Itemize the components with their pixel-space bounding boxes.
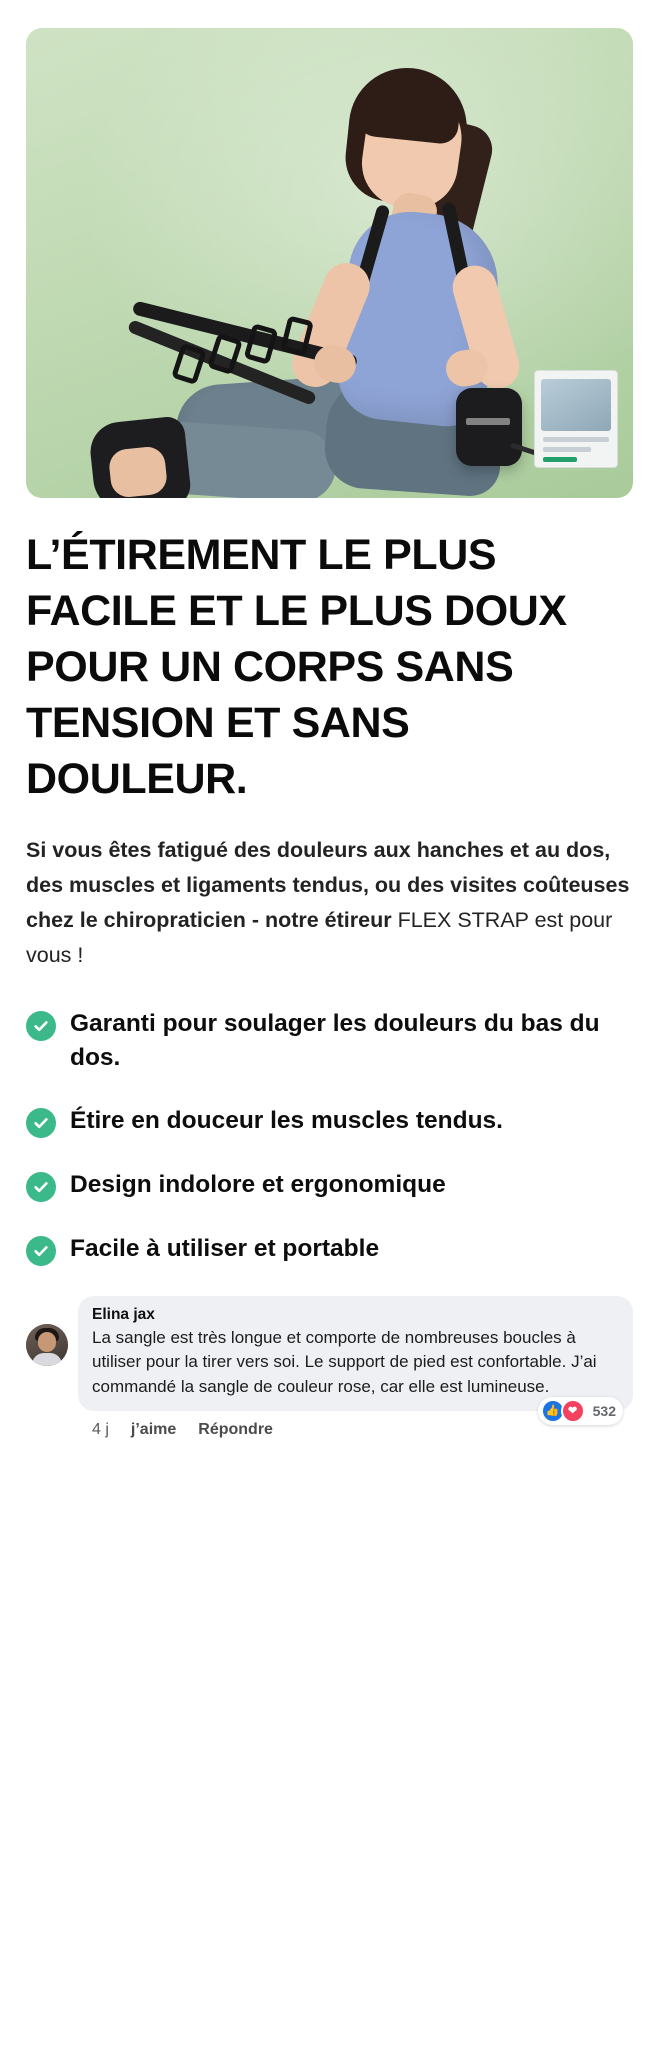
- list-item: [26, 1168, 633, 1202]
- reaction-summary[interactable]: [538, 1397, 623, 1425]
- avatar: [26, 1324, 68, 1366]
- like-button[interactable]: j’aime: [130, 1420, 177, 1438]
- retail-box-icon: [534, 370, 618, 468]
- reaction-count: 532: [592, 1402, 616, 1419]
- check-circle-icon: [26, 1236, 56, 1266]
- comment-body: [78, 1296, 633, 1438]
- check-circle-icon: [26, 1011, 56, 1041]
- comment-meta: [78, 1402, 633, 1439]
- benefit-label: Étire en douceur les muscles tendus.: [70, 1107, 503, 1135]
- intro-light: FLEX STRAP est pour vous !: [26, 908, 613, 967]
- reply-button[interactable]: Répondre: [198, 1420, 273, 1438]
- benefits-list: [26, 1007, 633, 1267]
- intro-paragraph: [26, 833, 633, 972]
- comment-timestamp: 4 j: [92, 1420, 109, 1438]
- benefit-label: Garanti pour soulager les douleurs du bas du dos.: [70, 1009, 600, 1071]
- check-circle-icon: [26, 1108, 56, 1138]
- intro-bold: Si vous êtes fatigué des douleurs aux hanches et au dos, des muscles et ligaments tendus, ou des visites coûteuses chez le chiropraticien - notre étireur: [26, 838, 630, 933]
- list-item: [26, 1007, 633, 1075]
- page-title: L’ÉTIREMENT LE PLUS FACILE ET LE PLUS DOUX POUR UN CORPS SANS TENSION ET SANS DOULEUR.: [26, 531, 567, 803]
- hero-product-image: [26, 28, 633, 498]
- comment-text: La sangle est très longue et comporte de nombreuses boucles à utiliser pour la tirer vers soi. Le support de pied est confortable. J’ai commandé la sangle de couleur rose, car elle est lumineuse.: [92, 1328, 597, 1396]
- list-item: [26, 1232, 633, 1266]
- customer-comment: [26, 1296, 633, 1464]
- list-item: [26, 1104, 633, 1138]
- comment-bubble: [78, 1296, 633, 1410]
- check-circle-icon: [26, 1172, 56, 1202]
- heart-icon: ❤: [561, 1399, 585, 1423]
- benefit-label: Design indolore et ergonomique: [70, 1171, 446, 1199]
- comment-author[interactable]: Elina jax: [92, 1306, 155, 1324]
- carry-pouch-icon: [456, 388, 522, 466]
- benefit-label: Facile à utiliser et portable: [70, 1235, 380, 1263]
- thumbs-up-icon: 👍: [541, 1399, 565, 1423]
